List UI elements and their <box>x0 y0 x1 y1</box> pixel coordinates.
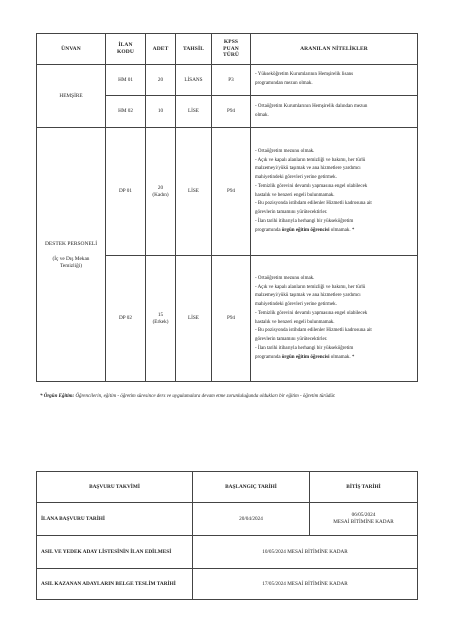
requirement-text: programında <box>255 227 282 233</box>
requirement-line: - Bu pozisyonda istihdam edilenler Hizmetli kadrosuna ait <box>255 201 372 207</box>
requirements-cell <box>251 128 418 256</box>
calendar-label: İLANA BAŞVURU TARİHİ <box>37 503 193 536</box>
ilan-kodu-cell: DP 01 <box>106 128 146 256</box>
requirement-text: olmamak. * <box>329 354 355 360</box>
requirement-line: görevlerin tamamını yürütecektirler. <box>255 337 328 342</box>
ilan-kodu-cell: HM 02 <box>106 96 146 128</box>
footnote-label: * Örgün Eğitim: <box>40 394 75 399</box>
header-baslangic-tarihi: BAŞLANGIÇ TARİHİ <box>193 472 310 503</box>
requirements-cell <box>251 96 418 128</box>
table-row <box>37 65 418 96</box>
table-row <box>37 536 418 569</box>
merged-date-cell: 17/05/2024 MESAİ BİTİMİNE KADAR <box>193 569 418 600</box>
header-ilan-kodu: İLAN KODU <box>106 34 146 65</box>
destek-title: DESTEK PERSONELİ <box>44 240 98 247</box>
table-row <box>37 569 418 600</box>
requirement-line: - Açık ve kapalı alanların temizliği ve bakımı, her türlü <box>255 284 366 290</box>
header-tahsil: TAHSİL <box>176 34 212 65</box>
requirement-line: - Ortaöğretim mezunu olmak. <box>255 275 315 281</box>
calendar-label: ASIL VE YEDEK ADAY LİSTESİNİN İLAN EDİLMESİ <box>37 536 193 569</box>
requirement-line: hastalık ve benzeri engeli bulunmamak. <box>255 192 335 198</box>
requirement-line: - Açık ve kapalı alanların temizliği ve bakımı, her türlü <box>255 157 366 163</box>
adet-cell: 10 <box>146 96 176 128</box>
calendar-label: ASIL KAZANAN ADAYLARIN BELGE TESLİM TARİHİ <box>37 569 193 600</box>
table-row <box>37 503 418 536</box>
requirement-line: - Temizlik görevini devamlı yapmasına engel olabilecek <box>255 310 368 316</box>
adet-note: (Erkek) <box>152 318 169 325</box>
adet-value: 15 <box>157 312 164 318</box>
requirement-line: görevlerin tamamını yürütecektirler. <box>255 210 328 215</box>
requirement-line: - Yükseköğretim Kurumlarının Hemşirelik lisans <box>255 72 354 78</box>
hemsire-title: HEMŞİRE <box>37 65 106 128</box>
requirement-line <box>255 227 414 236</box>
requirement-line: - İlan tarihi itibarıyla herhangi bir yükseköğretim <box>255 218 354 224</box>
footnote-text: Öğrencilerin, eğitim - öğretim süresince ders ve uygulamalara devam etme zorunluluğunda oldukları bir eğitim - öğretim türüdür. <box>74 394 336 399</box>
requirement-line: - Ortaöğretim mezunu olmak. <box>255 148 315 154</box>
requirement-line: malzemeyi/yükü taşımak ve ana hizmetlere yardımcı <box>255 166 361 172</box>
merged-date-cell: 10/05/2024 MESAİ BİTİMİNE KADAR <box>193 536 418 569</box>
requirement-line: mahiyetindeki görevleri yerine getirmek. <box>255 175 337 180</box>
requirement-line: hastalık ve benzeri engeli bulunmamak. <box>255 319 335 325</box>
requirement-bold: örgün eğitim öğrencisi <box>281 227 330 233</box>
kpss-cell: P94 <box>212 256 251 382</box>
tahsil-cell: LİSE <box>176 256 212 382</box>
requirement-bold: örgün eğitim öğrencisi <box>281 354 330 360</box>
end-date: 06/05/2024 <box>351 512 376 518</box>
requirement-line: malzemeyi/yükü taşımak ve ana hizmetlere yardımcı <box>255 293 361 299</box>
header-adet: ADET <box>146 34 176 65</box>
requirements-cell <box>251 256 418 382</box>
kpss-cell: P3 <box>212 65 251 96</box>
header-basvuru-takvimi: BAŞVURU TAKVİMİ <box>37 472 193 503</box>
adet-cell <box>146 128 176 256</box>
ilan-kodu-cell: HM 01 <box>106 65 146 96</box>
header-unvan: ÜNVAN <box>37 34 106 65</box>
table-row <box>37 128 418 256</box>
end-date-cell <box>310 503 418 536</box>
requirement-line: - Bu pozisyonda istihdam edilenler Hizmetli kadrosuna ait <box>255 328 372 334</box>
requirement-line <box>255 354 414 363</box>
header-nitelikler: ARANILAN NİTELİKLER <box>251 34 418 65</box>
destek-title-cell <box>37 128 106 382</box>
requirements-cell <box>251 65 418 96</box>
requirement-line: programından mezun olmak. <box>255 81 313 86</box>
positions-table <box>36 33 418 382</box>
requirement-line: - Temizlik görevini devamlı yapmasına engel olabilecek <box>255 183 368 189</box>
footnote <box>40 393 415 400</box>
header-kpss: KPSS PUAN TÜRÜ <box>212 34 251 65</box>
end-time-note: MESAİ BİTİMİNE KADAR <box>333 519 394 525</box>
destek-subtitle: (İç ve Dış Mekan Temizliği) <box>52 255 90 269</box>
positions-header-row <box>37 34 418 65</box>
requirement-line: olmak. <box>255 112 269 118</box>
kpss-cell: P94 <box>212 128 251 256</box>
application-calendar-table <box>36 471 418 600</box>
adet-value: 20 <box>157 185 164 191</box>
calendar-header-row <box>37 472 418 503</box>
adet-cell: 20 <box>146 65 176 96</box>
adet-note: (Kadın) <box>152 191 169 198</box>
header-bitis-tarihi: BİTİŞ TARİHİ <box>310 472 418 503</box>
requirement-line: mahiyetindeki görevleri yerine getirmek. <box>255 302 337 307</box>
requirement-text: programında <box>255 354 282 360</box>
ilan-kodu-cell: DP 02 <box>106 256 146 382</box>
kpss-cell: P94 <box>212 96 251 128</box>
requirement-text: olmamak. * <box>329 227 355 233</box>
requirement-line: - İlan tarihi itibarıyla herhangi bir yükseköğretim <box>255 345 354 351</box>
start-date-cell: 20/04/2024 <box>193 503 310 536</box>
tahsil-cell: LİSANS <box>176 65 212 96</box>
requirement-line: - Ortaöğretim Kurumlarının Hemşirelik dalından mezun <box>255 103 368 109</box>
tahsil-cell: LİSE <box>176 128 212 256</box>
tahsil-cell: LİSE <box>176 96 212 128</box>
adet-cell <box>146 256 176 382</box>
